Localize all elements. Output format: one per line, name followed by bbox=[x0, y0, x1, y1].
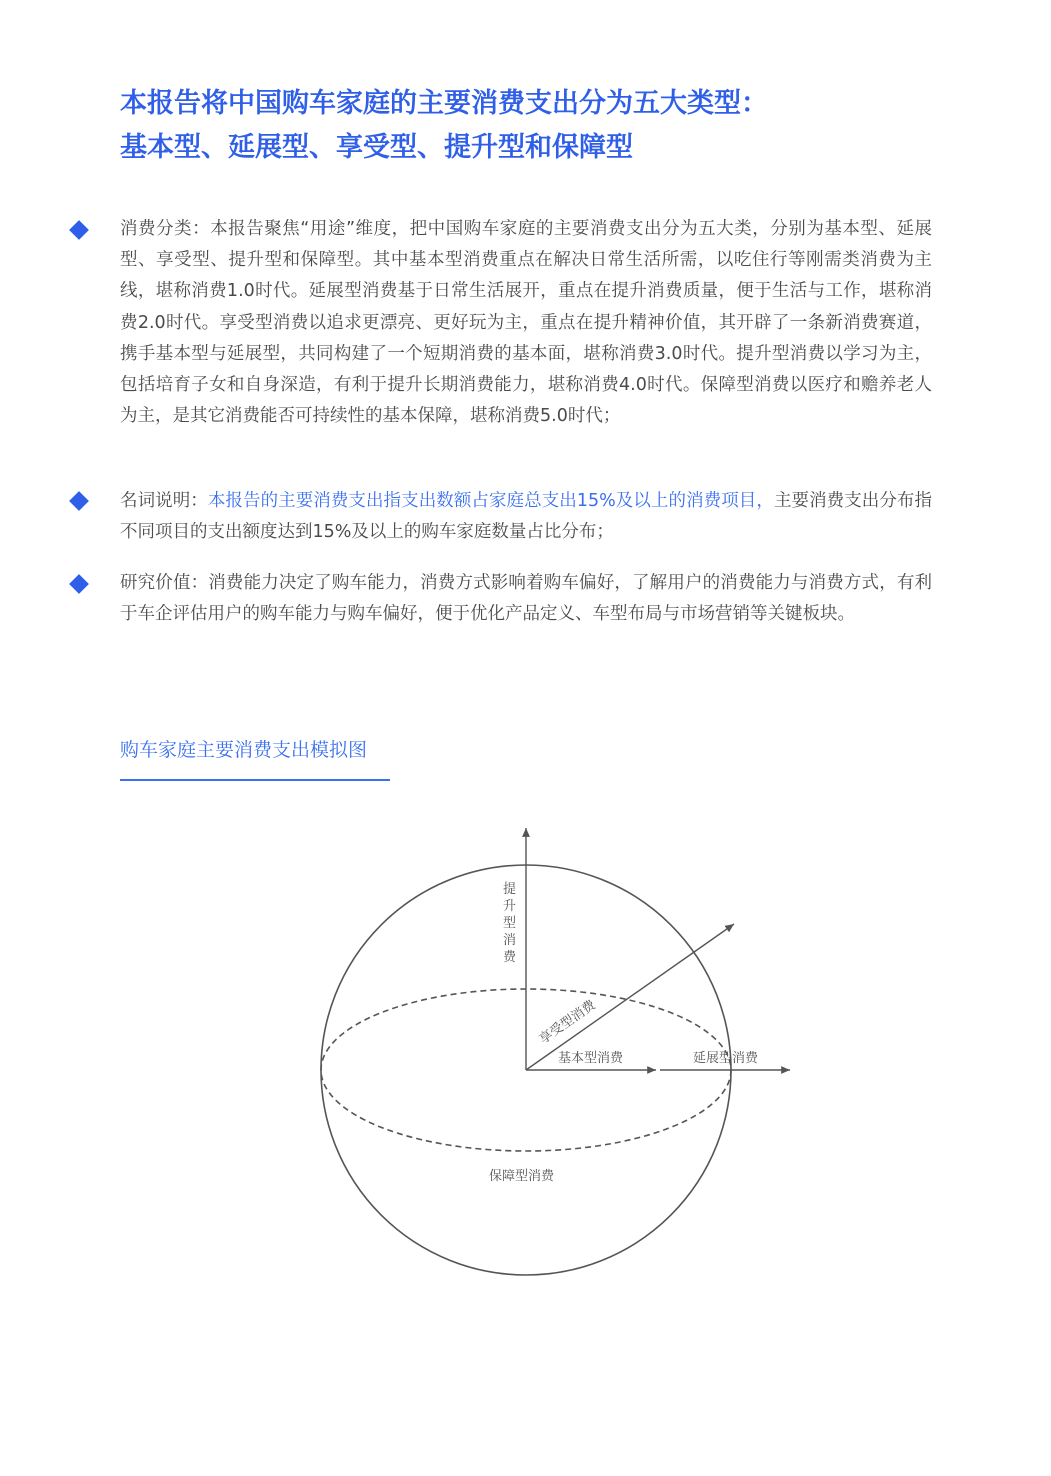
label-upgrade-char: 型 bbox=[503, 916, 517, 931]
label-upgrade-char: 消 bbox=[503, 933, 517, 948]
bullet-text: 主要消费支出分布指不同项目的支出额度达到15%及以上的购车家庭数量占比分布； bbox=[120, 491, 932, 543]
label-extended-consumption: 延展型消费 bbox=[693, 1051, 759, 1066]
label-upgrade-char: 费 bbox=[503, 950, 517, 965]
bullet-text: 消费能力决定了购车能力，消费方式影响着购车偏好，了解用户的消费能力与消费方式，有利于车企评估用户的购车能力与购车偏好，便于优化产品定义、车型布局与市场营销等关键板块。 bbox=[120, 573, 933, 625]
bullet-label: 研究价值： bbox=[120, 573, 209, 593]
page-title-line-1: 本报告将中国购车家庭的主要消费支出分为五大类型： bbox=[120, 88, 768, 119]
bullet-label: 名词说明： bbox=[120, 491, 208, 511]
page-title-line-2: 基本型、延展型、享受型、提升型和保障型 bbox=[120, 132, 633, 163]
label-upgrade-char: 升 bbox=[503, 899, 517, 914]
bullet-text: 本报告聚焦“用途”维度，把中国购车家庭的主要消费支出分为五大类，分别为基本型、延展型、享受型、提升型和保障型。其中基本型消费重点在解决日常生活所需，以吃住行等刚需类消费为主线，堪称消费1.0时代。延展型消费基于日常生活展开，重点在提升消费质量，便于生活与工作，堪称消费2.0时代。享受型消费以追求更漂亮、更好玩为主，重点在提升精神价值，其开辟了一条新消费赛道，携手基本型与延展型，共同构建了一个短期消费的基本面，堪称消费3.0时代。提升型消费以学习为主，包括培育子女和自身深造，有利于提升长期消费能力，堪称消费4.0时代。保障型消费以医疗和赡养老人为主，是其它消费能否可持续性的基本保障，堪称消费5.0时代； bbox=[120, 219, 932, 427]
axis-diagonal-arrow bbox=[526, 924, 734, 1070]
label-upgrade-char: 提 bbox=[503, 882, 517, 897]
bullet-highlight-text: 本报告的主要消费支出指支出数额占家庭总支出15%及以上的消费项目， bbox=[207, 491, 774, 511]
label-enjoyment-consumption: 享受型消费 bbox=[536, 997, 599, 1048]
figure-title: 购车家庭主要消费支出模拟图 bbox=[120, 739, 368, 761]
label-security-consumption: 保障型消费 bbox=[489, 1169, 555, 1184]
label-upgrade-consumption bbox=[503, 881, 517, 965]
bullet-label: 消费分类： bbox=[120, 219, 211, 239]
label-basic-consumption: 基本型消费 bbox=[558, 1051, 624, 1066]
